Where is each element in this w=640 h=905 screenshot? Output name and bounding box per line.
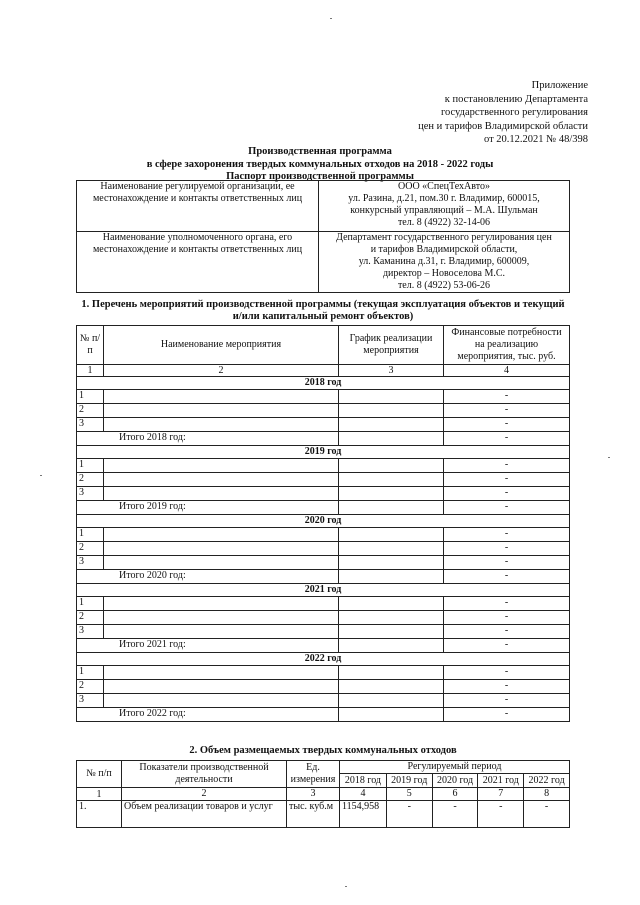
- column-number: 2: [122, 788, 287, 801]
- total-row: [77, 639, 570, 653]
- column-number: 1: [77, 365, 104, 377]
- measure-name: [104, 542, 339, 556]
- measure-name: [104, 597, 339, 611]
- header-unit: Ед. измерения: [287, 761, 340, 788]
- column-number: 3: [287, 788, 340, 801]
- measure-name: [104, 611, 339, 625]
- year-label: 2018 год: [77, 377, 570, 390]
- total-finance: -: [444, 432, 570, 446]
- measure-row: [77, 487, 570, 501]
- measure-schedule: [339, 404, 444, 418]
- measure-name: [104, 680, 339, 694]
- year-label: 2020 год: [77, 515, 570, 528]
- appendix-line: цен и тарифов Владимирской области: [418, 120, 588, 132]
- column-number: 5: [386, 788, 432, 801]
- row-value-2018: 1154,958: [340, 801, 387, 828]
- measure-row: [77, 597, 570, 611]
- volume-header-row: [77, 761, 570, 774]
- passport-value: [319, 181, 570, 232]
- measure-schedule: [339, 418, 444, 432]
- measure-num: 2: [77, 611, 104, 625]
- row-indicator: Объем реализации товаров и услуг: [122, 801, 287, 828]
- measure-schedule: [339, 390, 444, 404]
- total-schedule: [339, 432, 444, 446]
- measure-num: 1: [77, 597, 104, 611]
- measure-row: [77, 473, 570, 487]
- year-header: 2019 год: [386, 774, 432, 788]
- total-finance: -: [444, 639, 570, 653]
- measure-schedule: [339, 680, 444, 694]
- passport-value-line: Департамент государственного регулирования цен и тарифов Владимирской области,: [336, 232, 552, 255]
- measure-schedule: [339, 459, 444, 473]
- total-label: Итого 2018 год:: [77, 432, 339, 446]
- measure-num: 2: [77, 542, 104, 556]
- passport-row: [77, 181, 570, 232]
- measure-name: [104, 459, 339, 473]
- header-indicator: Показатели производственной деятельности: [122, 761, 287, 788]
- measure-num: 1: [77, 528, 104, 542]
- measure-num: 3: [77, 487, 104, 501]
- measure-name: [104, 473, 339, 487]
- years-body: [77, 377, 570, 722]
- measure-schedule: [339, 666, 444, 680]
- measure-name: [104, 556, 339, 570]
- measure-finance: -: [444, 597, 570, 611]
- year-row: [77, 584, 570, 597]
- measure-schedule: [339, 694, 444, 708]
- measure-schedule: [339, 542, 444, 556]
- header-num: № п/п: [77, 761, 122, 788]
- column-numbers-row: [77, 365, 570, 377]
- measure-num: 3: [77, 556, 104, 570]
- total-schedule: [339, 501, 444, 515]
- total-finance: -: [444, 501, 570, 515]
- passport-value-line: тел. 8 (4922) 32-14-06: [397, 217, 491, 228]
- measure-num: 3: [77, 694, 104, 708]
- year-label: 2021 год: [77, 584, 570, 597]
- header-finance: Финансовые потребности на реализацию мероприятия, тыс. руб.: [444, 326, 570, 365]
- total-schedule: [339, 570, 444, 584]
- row-num: 1.: [77, 801, 122, 828]
- measure-num: 2: [77, 404, 104, 418]
- year-label: 2022 год: [77, 653, 570, 666]
- year-header: 2021 год: [478, 774, 524, 788]
- passport-label: Наименование уполномоченного органа, его местонахождение и контакты ответственных лиц: [77, 232, 319, 293]
- measure-num: 1: [77, 666, 104, 680]
- measure-finance: -: [444, 528, 570, 542]
- measure-schedule: [339, 625, 444, 639]
- column-number: 4: [444, 365, 570, 377]
- measure-finance: -: [444, 459, 570, 473]
- measure-name: [104, 487, 339, 501]
- year-row: [77, 653, 570, 666]
- appendix-line: Приложение: [531, 80, 588, 91]
- year-row: [77, 377, 570, 390]
- passport-value-line: ООО «СпецТехАвто»: [398, 181, 490, 192]
- measure-row: [77, 459, 570, 473]
- measure-row: [77, 680, 570, 694]
- measures-header-row: [77, 326, 570, 365]
- measure-finance: -: [444, 418, 570, 432]
- header-period: Регулируемый период: [340, 761, 570, 774]
- measure-name: [104, 390, 339, 404]
- title-line: Производственная программа: [248, 146, 392, 157]
- measure-name: [104, 666, 339, 680]
- measure-name: [104, 528, 339, 542]
- measure-finance: -: [444, 611, 570, 625]
- total-row: [77, 708, 570, 722]
- total-row: [77, 432, 570, 446]
- measure-schedule: [339, 556, 444, 570]
- measure-num: 1: [77, 390, 104, 404]
- total-label: Итого 2021 год:: [77, 639, 339, 653]
- measure-schedule: [339, 473, 444, 487]
- total-label: Итого 2020 год:: [77, 570, 339, 584]
- measure-schedule: [339, 487, 444, 501]
- year-header: 2022 год: [524, 774, 570, 788]
- year-header: 2020 год: [432, 774, 478, 788]
- scan-speck: [40, 475, 42, 476]
- measure-schedule: [339, 611, 444, 625]
- measure-name: [104, 418, 339, 432]
- year-row: [77, 446, 570, 459]
- measure-row: [77, 556, 570, 570]
- measure-num: 2: [77, 473, 104, 487]
- measure-row: [77, 666, 570, 680]
- scan-speck: [330, 18, 332, 19]
- row-value-2021: -: [478, 801, 524, 828]
- header-schedule: График реализации мероприятия: [339, 326, 444, 365]
- passport-value-line: ул. Каманина д.31, г. Владимир, 600009,: [358, 256, 530, 267]
- measure-row: [77, 528, 570, 542]
- measure-finance: -: [444, 625, 570, 639]
- total-schedule: [339, 708, 444, 722]
- measure-row: [77, 542, 570, 556]
- total-row: [77, 501, 570, 515]
- row-unit: тыс. куб.м: [287, 801, 340, 828]
- measure-row: [77, 694, 570, 708]
- measure-row: [77, 404, 570, 418]
- measure-finance: -: [444, 694, 570, 708]
- measure-row: [77, 418, 570, 432]
- appendix-line: к постановлению Департамента: [444, 93, 588, 105]
- section2-title: 2. Объем размещаемых твердых коммунальных отходов: [189, 745, 457, 756]
- passport-row: [77, 232, 570, 293]
- measures-table: [76, 325, 570, 722]
- total-row: [77, 570, 570, 584]
- measure-finance: -: [444, 680, 570, 694]
- appendix-line: от 20.12.2021 № 48/398: [483, 134, 588, 145]
- appendix-block: [418, 79, 588, 147]
- measure-name: [104, 404, 339, 418]
- year-row: [77, 515, 570, 528]
- measure-finance: -: [444, 666, 570, 680]
- header-num: № п/п: [77, 326, 104, 365]
- volume-data-row: [77, 801, 570, 828]
- title-line: в сфере захоронения твердых коммунальных отходов на 2018 - 2022 годы: [146, 158, 494, 170]
- measure-finance: -: [444, 404, 570, 418]
- measure-row: [77, 390, 570, 404]
- passport-value-line: конкурсный управляющий – М.А. Шульман: [350, 205, 538, 216]
- measure-finance: -: [444, 542, 570, 556]
- measure-num: 1: [77, 459, 104, 473]
- section1-title: 1. Перечень мероприятий производственной программы (текущая эксплуатация объектов и текущий и/или капитальный ремонт объектов): [81, 299, 565, 322]
- column-number: 8: [524, 788, 570, 801]
- total-label: Итого 2019 год:: [77, 501, 339, 515]
- passport-value: [319, 232, 570, 293]
- measure-row: [77, 625, 570, 639]
- program-title: [60, 146, 580, 184]
- volume-column-numbers-row: [77, 788, 570, 801]
- passport-value-line: тел. 8 (4922) 53-06-26: [397, 280, 491, 291]
- measure-schedule: [339, 597, 444, 611]
- passport-table: [76, 180, 570, 293]
- measure-num: 2: [77, 680, 104, 694]
- measure-num: 3: [77, 418, 104, 432]
- measure-name: [104, 694, 339, 708]
- column-number: 3: [339, 365, 444, 377]
- measure-finance: -: [444, 487, 570, 501]
- header-measure: Наименование мероприятия: [104, 326, 339, 365]
- measure-name: [104, 625, 339, 639]
- measure-finance: -: [444, 390, 570, 404]
- total-label: Итого 2022 год:: [77, 708, 339, 722]
- passport-value-line: директор – Новоселова М.С.: [382, 268, 506, 279]
- measure-schedule: [339, 528, 444, 542]
- appendix-line: государственного регулирования: [440, 107, 588, 118]
- column-number: 2: [104, 365, 339, 377]
- title-line: Паспорт производственной программы: [226, 171, 414, 182]
- row-value-2022: -: [524, 801, 570, 828]
- total-schedule: [339, 639, 444, 653]
- total-finance: -: [444, 570, 570, 584]
- year-header: 2018 год: [340, 774, 387, 788]
- column-number: 1: [77, 788, 122, 801]
- volume-table: [76, 760, 570, 828]
- measure-finance: -: [444, 473, 570, 487]
- scan-speck: [345, 886, 347, 887]
- scan-speck: [608, 457, 610, 458]
- row-value-2019: -: [386, 801, 432, 828]
- passport-value-line: ул. Разина, д.21, пом.30 г. Владимир, 600015,: [348, 193, 540, 204]
- total-finance: -: [444, 708, 570, 722]
- measure-row: [77, 611, 570, 625]
- column-number: 4: [340, 788, 387, 801]
- column-number: 7: [478, 788, 524, 801]
- column-number: 6: [432, 788, 478, 801]
- row-value-2020: -: [432, 801, 478, 828]
- measure-num: 3: [77, 625, 104, 639]
- passport-label: Наименование регулируемой организации, ее местонахождение и контакты ответственных лиц: [77, 181, 319, 232]
- measure-finance: -: [444, 556, 570, 570]
- year-label: 2019 год: [77, 446, 570, 459]
